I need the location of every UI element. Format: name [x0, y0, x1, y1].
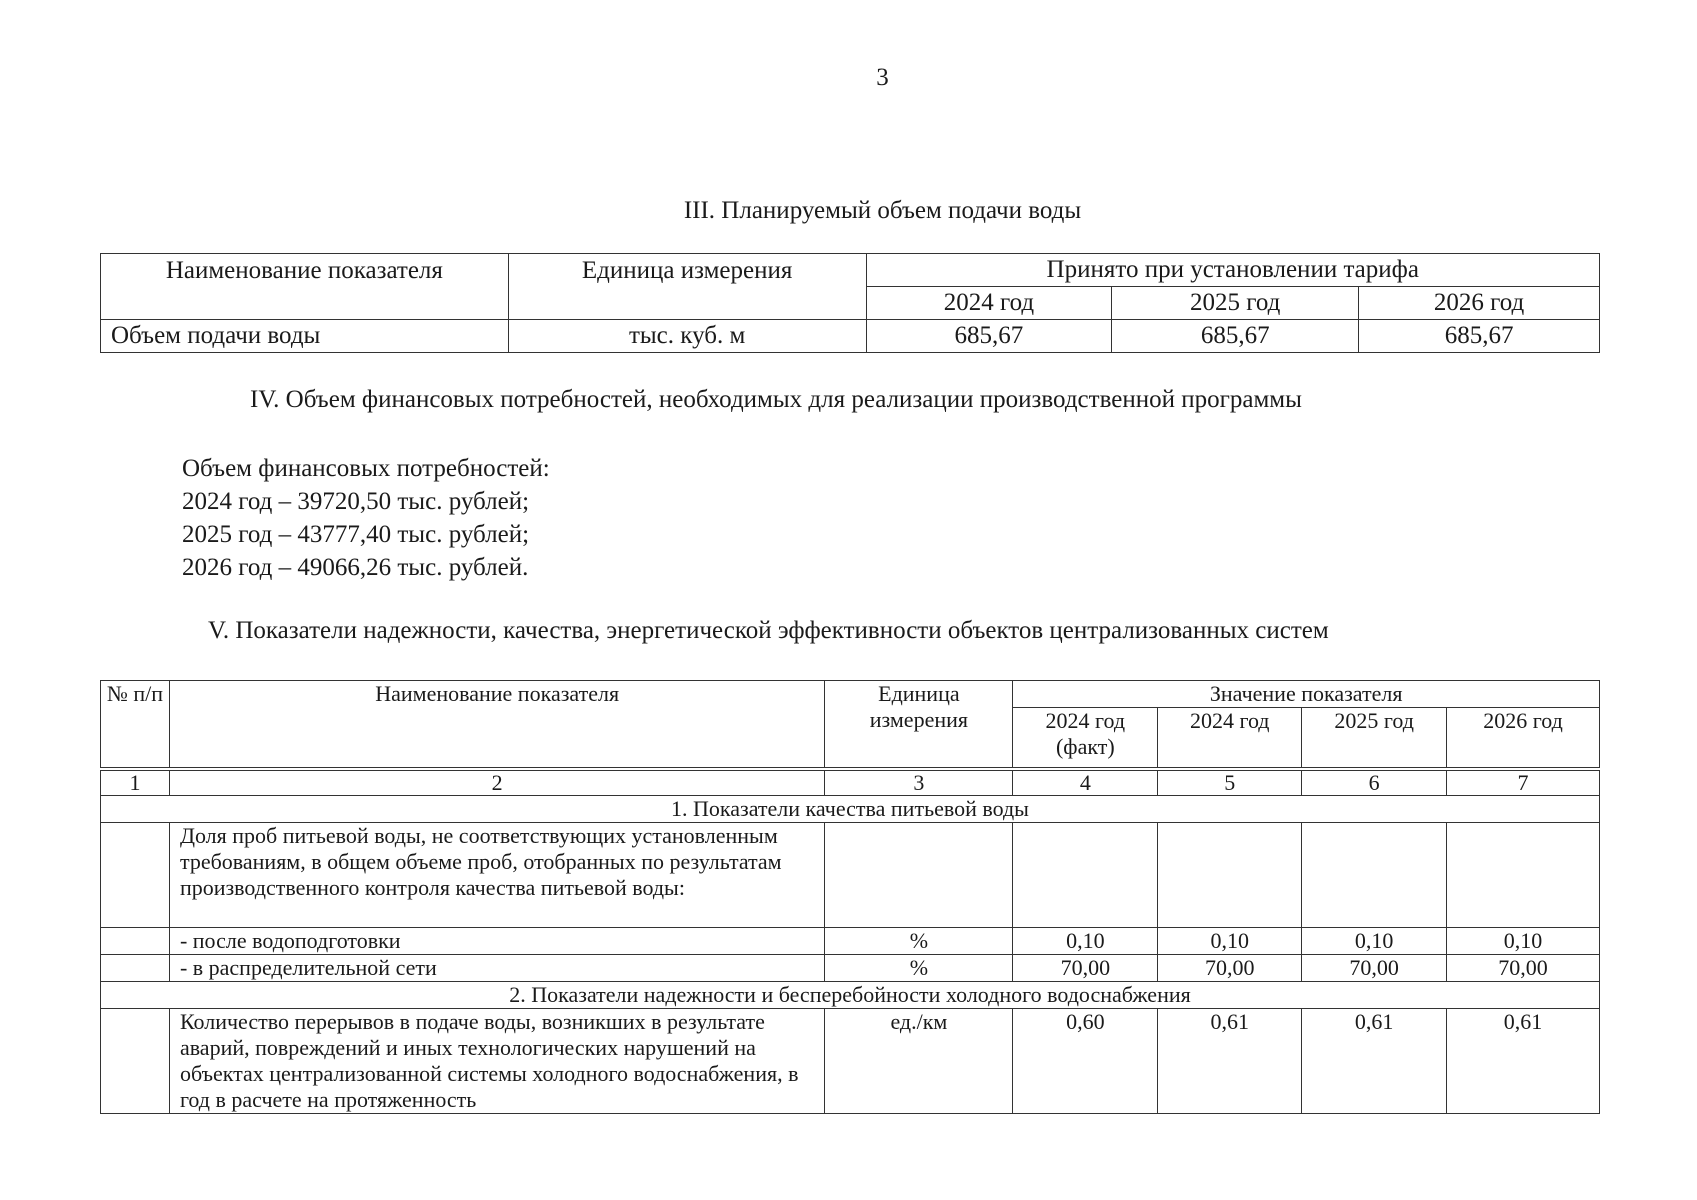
- row-value: 0,60: [1013, 1009, 1158, 1114]
- table-row: [101, 320, 1600, 353]
- header-value: Значение показателя: [1013, 681, 1600, 708]
- row-value: 70,00: [1447, 955, 1600, 982]
- row-value: [1447, 823, 1600, 928]
- column-number: 5: [1158, 769, 1302, 796]
- group-1-title: 1. Показатели качества питьевой воды: [101, 796, 1600, 823]
- header-year: 2025 год: [1302, 708, 1447, 769]
- table-row: [101, 823, 1600, 928]
- row-name: - в распределительной сети: [169, 955, 824, 982]
- row-unit: ед./км: [825, 1009, 1013, 1114]
- header-year: 2026 год: [1447, 708, 1600, 769]
- header-name: Наименование показателя: [101, 254, 509, 320]
- row-value: [1013, 823, 1158, 928]
- section-5-title: V. Показатели надежности, качества, энергетической эффективности объектов централизованных систем: [208, 617, 1329, 644]
- header-year: 2024 год (факт): [1013, 708, 1158, 769]
- row-value: [1302, 823, 1447, 928]
- column-number: 3: [825, 769, 1013, 796]
- financial-needs: [182, 452, 550, 584]
- column-number: 6: [1302, 769, 1447, 796]
- row-value: 0,61: [1447, 1009, 1600, 1114]
- header-accepted: Принято при установлении тарифа: [866, 254, 1600, 287]
- group-heading-row: [101, 796, 1600, 823]
- header-unit: Единица измерения: [508, 254, 866, 320]
- column-number: 4: [1013, 769, 1158, 796]
- header-year: 2026 год: [1359, 287, 1600, 320]
- table-row: [101, 1009, 1600, 1114]
- header-unit: Единица измерения: [825, 681, 1013, 770]
- header-year: 2025 год: [1112, 287, 1359, 320]
- financial-line: 2025 год – 43777,40 тыс. рублей;: [182, 521, 530, 548]
- table-row: [101, 955, 1600, 982]
- water-supply-table: [100, 253, 1600, 353]
- row-num: [101, 955, 170, 982]
- row-unit: [825, 823, 1013, 928]
- row-value: 685,67: [866, 320, 1112, 353]
- header-year: 2024 год: [866, 287, 1112, 320]
- financial-line: 2026 год – 49066,26 тыс. рублей.: [182, 554, 529, 581]
- column-number: 7: [1447, 769, 1600, 796]
- indicators-table: [100, 680, 1600, 1114]
- row-value: 0,10: [1013, 928, 1158, 955]
- row-value: 0,10: [1447, 928, 1600, 955]
- row-num: [101, 823, 170, 928]
- row-value: 0,10: [1158, 928, 1302, 955]
- row-unit: тыс. куб. м: [508, 320, 866, 353]
- table-row: [101, 928, 1600, 955]
- row-name: Количество перерывов в подаче воды, возникших в результате аварий, повреждений и иных технологических нарушений на объектах централизованной системы холодного водоснабжения, в год в расчете на протяженность: [169, 1009, 824, 1114]
- row-name: - после водоподготовки: [169, 928, 824, 955]
- row-value: 0,10: [1302, 928, 1447, 955]
- row-value: 70,00: [1302, 955, 1447, 982]
- financial-line: 2024 год – 39720,50 тыс. рублей;: [182, 488, 530, 515]
- column-number: 1: [101, 769, 170, 796]
- header-name: Наименование показателя: [169, 681, 824, 770]
- financial-line: Объем финансовых потребностей:: [182, 455, 550, 482]
- row-value: 685,67: [1359, 320, 1600, 353]
- header-year: 2024 год: [1158, 708, 1302, 769]
- row-num: [101, 1009, 170, 1114]
- row-value: 70,00: [1013, 955, 1158, 982]
- header-num: № п/п: [101, 681, 170, 770]
- row-value: 685,67: [1112, 320, 1359, 353]
- row-unit: %: [825, 955, 1013, 982]
- group-2-title: 2. Показатели надежности и бесперебойности холодного водоснабжения: [101, 982, 1600, 1009]
- column-number: 2: [169, 769, 824, 796]
- row-num: [101, 928, 170, 955]
- row-name: Доля проб питьевой воды, не соответствующих установленным требованиям, в общем объеме проб, отобранных по результатам производственного контроля качества питьевой воды:: [169, 823, 824, 928]
- section-4-title: IV. Объем финансовых потребностей, необходимых для реализации производственной программы: [250, 386, 1302, 413]
- page-number: 3: [876, 64, 889, 91]
- row-unit: %: [825, 928, 1013, 955]
- row-value: 0,61: [1302, 1009, 1447, 1114]
- row-name: Объем подачи воды: [101, 320, 509, 353]
- row-value: [1158, 823, 1302, 928]
- section-3-title: III. Планируемый объем подачи воды: [683, 197, 1082, 224]
- group-heading-row: [101, 982, 1600, 1009]
- column-numbers-row: [101, 769, 1600, 796]
- row-value: 0,61: [1158, 1009, 1302, 1114]
- row-value: 70,00: [1158, 955, 1302, 982]
